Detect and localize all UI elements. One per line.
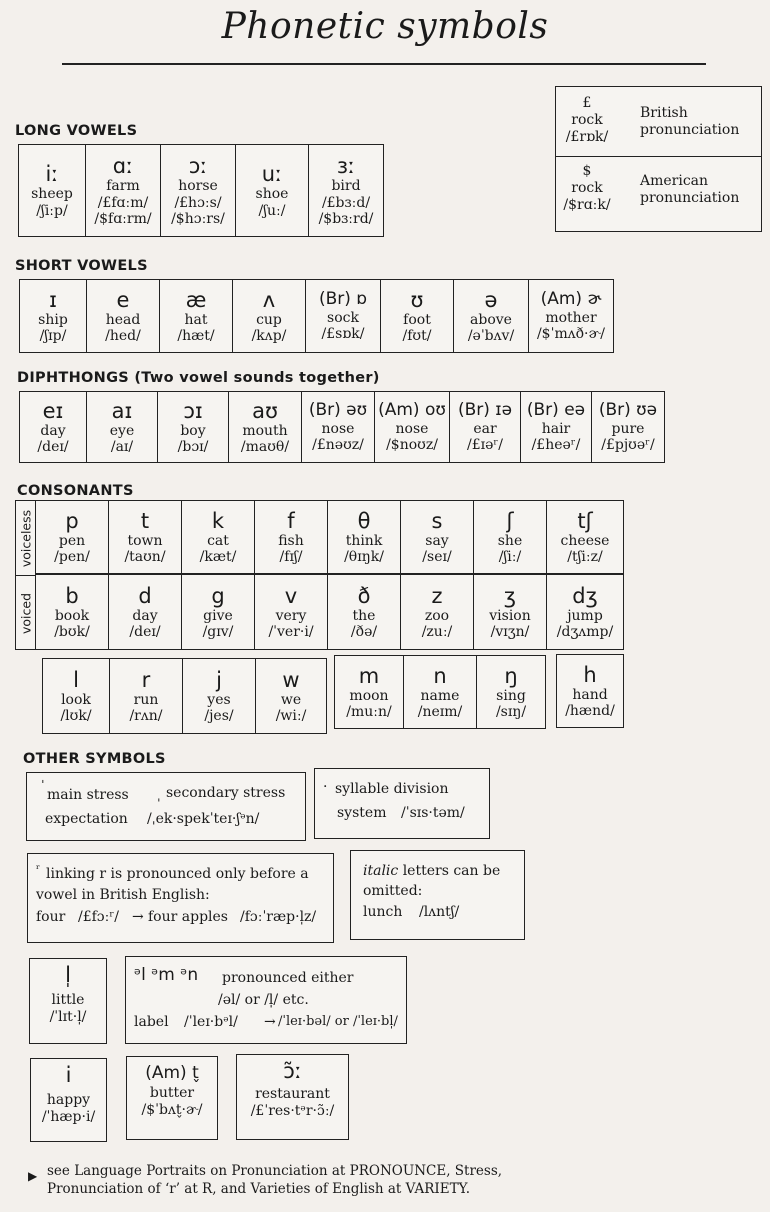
- phoneme-cell: [375, 392, 450, 462]
- example-ipa: /pen/: [54, 549, 90, 566]
- example-ipa: /$noʊz/: [386, 436, 438, 453]
- example-word: the: [352, 607, 376, 624]
- diphthongs-table: [19, 391, 665, 463]
- linking-r-text-2: vowel in British English:: [36, 887, 210, 903]
- example-word: shoe: [255, 186, 289, 203]
- example-ipa: /θɪŋk/: [344, 549, 384, 566]
- phoneme-cell: [229, 392, 302, 462]
- phoneme-cell: [87, 392, 158, 462]
- phoneme-symbol: dʒ: [572, 583, 598, 608]
- example-ipa: /fʊt/: [402, 328, 432, 345]
- example-word: she: [497, 532, 523, 549]
- example-word: eye: [109, 422, 135, 439]
- example-ipa: /lʊk/: [60, 708, 92, 725]
- phoneme-symbol: ɑː: [112, 154, 134, 179]
- phoneme-symbol: iː: [45, 162, 59, 187]
- phoneme-cell: [255, 501, 328, 573]
- syllabic-l-word: little: [51, 992, 85, 1009]
- example-word: cup: [256, 311, 282, 328]
- example-word: sheep: [31, 186, 73, 203]
- example-word: we: [280, 691, 302, 708]
- happy-word: happy: [46, 1092, 91, 1109]
- example-word: vision: [489, 607, 531, 624]
- example-ipa: /ʃiːp/: [36, 202, 68, 219]
- example-ipa: /fɪʃ/: [279, 549, 303, 566]
- italic-word: italic: [363, 863, 399, 879]
- happy-ipa: /ˈhæp·i/: [41, 1108, 96, 1125]
- italic-text-1: [363, 863, 500, 879]
- example-ipa: /$ˈmʌð·ɚ/: [536, 325, 606, 342]
- phoneme-cell: [20, 392, 87, 462]
- example-word: town: [127, 532, 163, 549]
- example-word: cheese: [560, 532, 610, 549]
- example-word: mother: [545, 309, 597, 326]
- italic-example-ipa: /lʌntʃ/: [419, 904, 460, 920]
- main-stress-label: main stress: [47, 787, 129, 803]
- phoneme-cell: [450, 392, 521, 462]
- linking-r-box: [27, 853, 334, 943]
- example-ipa: /ʃɪp/: [39, 328, 67, 345]
- legend-ipa: /£rɒk/: [565, 128, 609, 145]
- section-other-symbols: OTHER SYMBOLS: [23, 751, 166, 767]
- phoneme-cell: [474, 575, 547, 649]
- legend-american-example: [556, 163, 618, 213]
- restaurant-ipa: /£ˈres·tᵊr·ɔ̃ː/: [250, 1102, 335, 1119]
- syllable-example-word: system: [337, 805, 387, 821]
- phoneme-cell: [182, 501, 255, 573]
- example-ipa: /hæt/: [177, 328, 215, 345]
- phoneme-symbol: n: [433, 663, 447, 688]
- phoneme-symbol: ʌ: [262, 287, 276, 312]
- example-word: think: [345, 532, 383, 549]
- phoneme-cell: [236, 145, 309, 236]
- example-word: book: [54, 607, 90, 624]
- example-ipa: /£nəʊz/: [312, 436, 364, 453]
- phoneme-symbol: (Br) ɒ: [318, 289, 368, 310]
- example-word: look: [61, 691, 91, 708]
- phoneme-symbol: (Br) ʊə: [598, 400, 658, 421]
- restaurant-box: [236, 1054, 349, 1140]
- phoneme-cell: [401, 575, 474, 649]
- phoneme-symbol: aɪ: [111, 398, 133, 423]
- phoneme-cell: [302, 392, 375, 462]
- section-consonants: CONSONANTS: [17, 483, 134, 499]
- italic-text-rest: letters can be: [398, 863, 501, 879]
- example-ipa: /bʊk/: [54, 624, 90, 641]
- phoneme-cell: [255, 575, 328, 649]
- phoneme-cell: [182, 575, 255, 649]
- phoneme-symbol: ʊ: [410, 287, 424, 312]
- phoneme-cell: [161, 145, 236, 236]
- footer-line-1: see Language Portraits on Pronunciation at PRONOUNCE, Stress,: [47, 1163, 503, 1179]
- example-word: ear: [473, 420, 497, 437]
- example-ipa: /vɪʒn/: [490, 624, 530, 641]
- example-word: fish: [278, 532, 304, 549]
- phoneme-symbol: ð: [357, 583, 371, 608]
- example-word: give: [203, 607, 233, 624]
- arrow-right-icon: ▶: [28, 1169, 38, 1183]
- h-table: [556, 654, 624, 728]
- example-word: pen: [58, 532, 86, 549]
- example-word: zoo: [424, 607, 450, 624]
- restaurant-symbol: ɔ̃ː: [283, 1059, 302, 1083]
- phoneme-symbol: (Am) oʊ: [378, 400, 446, 421]
- phoneme-cell: [36, 501, 109, 573]
- example-word: nose: [321, 420, 355, 437]
- phoneme-symbol: w: [282, 667, 300, 692]
- phoneme-cell: [474, 501, 547, 573]
- title-rule: [62, 63, 706, 65]
- phoneme-symbol: θ: [357, 508, 371, 533]
- phoneme-symbol: m: [358, 663, 380, 688]
- linking-r-example-ipa: /£fɔːʳ/: [78, 909, 119, 925]
- phoneme-symbol: l: [73, 667, 79, 692]
- nasals-table: [334, 655, 546, 729]
- example-word: nose: [395, 420, 429, 437]
- italic-text-2: omitted:: [363, 883, 423, 899]
- phoneme-cell: [158, 392, 229, 462]
- phoneme-symbol: j: [216, 667, 222, 692]
- phoneme-symbol: eɪ: [42, 398, 64, 423]
- phoneme-symbol: (Am) ɚ: [540, 289, 602, 310]
- example-word: sock: [327, 309, 359, 326]
- phoneme-symbol: (Br) eə: [526, 400, 586, 421]
- phoneme-cell: [110, 659, 183, 733]
- phoneme-symbol: (Br) əʊ: [308, 400, 368, 421]
- legend-american-desc: American pronunciation: [640, 173, 740, 206]
- legend-symbol: $: [582, 163, 592, 179]
- phoneme-symbol: ɪ: [49, 287, 57, 312]
- example-ipa: /seɪ/: [422, 549, 452, 566]
- phoneme-symbol: b: [65, 583, 79, 608]
- example-ipa: /ʃuː/: [258, 202, 286, 219]
- phoneme-cell: [477, 656, 545, 728]
- phoneme-symbol: p: [65, 508, 79, 533]
- example-ipa: /gɪv/: [202, 624, 234, 641]
- phoneme-cell: [404, 656, 477, 728]
- section-diphthongs: DIPHTHONGS (Two vowel sounds together): [17, 370, 380, 386]
- italic-example-word: lunch: [363, 904, 403, 920]
- example-word: foot: [403, 311, 431, 328]
- syllable-example-ipa: /ˈsɪs·təm/: [401, 805, 465, 821]
- phoneme-cell: [36, 575, 109, 649]
- phoneme-symbol: aʊ: [252, 398, 278, 423]
- footer-line-2: Pronunciation of ‘r’ at R, and Varieties of English at VARIETY.: [47, 1181, 471, 1197]
- linking-r-example-phrase: four apples: [148, 909, 228, 925]
- phoneme-cell: [521, 392, 592, 462]
- example-ipa: /£pjʊəʳ/: [601, 436, 655, 453]
- example-ipa: /muːn/: [346, 704, 392, 721]
- example-word: hair: [541, 420, 571, 437]
- example-ipa: /£fɑːm/ /$fɑːrm/: [94, 194, 152, 227]
- legend-word: rock: [571, 179, 603, 196]
- linking-r-example-word: four: [36, 909, 66, 925]
- example-word: hat: [184, 311, 208, 328]
- example-ipa: /kʌp/: [251, 328, 287, 345]
- phoneme-cell: [86, 145, 161, 236]
- phoneme-cell: [43, 659, 110, 733]
- phoneme-symbol: ə: [484, 287, 498, 312]
- phoneme-symbol: h: [583, 662, 597, 687]
- legend-divider: [556, 156, 761, 157]
- example-ipa: /sɪŋ/: [495, 704, 527, 721]
- example-word: head: [105, 311, 141, 328]
- phoneme-cell: [306, 280, 381, 352]
- linking-r-text-1: linking r is pronounced only before a: [46, 866, 309, 882]
- example-ipa: /wiː/: [275, 708, 307, 725]
- voice-label-column: [15, 500, 37, 650]
- example-word: jump: [567, 607, 603, 624]
- example-ipa: /əˈbʌv/: [467, 328, 515, 345]
- phoneme-symbol: t: [140, 508, 150, 533]
- example-word: hand: [572, 686, 608, 703]
- main-stress-mark: ˈ: [41, 779, 45, 794]
- secondary-stress-label: secondary stress: [166, 785, 286, 801]
- phoneme-cell: [401, 501, 474, 573]
- phoneme-cell: [592, 392, 664, 462]
- section-short-vowels: SHORT VOWELS: [15, 258, 148, 274]
- linking-r-example-phrase-ipa: /fɔːˈræp·l̩z/: [240, 909, 317, 925]
- legend-british-desc: British pronunciation: [640, 105, 740, 138]
- voiceless-consonants-table: [35, 500, 624, 574]
- phoneme-cell: [454, 280, 529, 352]
- example-ipa: /rʌn/: [129, 708, 163, 725]
- syllable-label: syllable division: [335, 781, 449, 797]
- schwa-example-ipa-1: /ˈleɪ·bᵊl/: [184, 1014, 238, 1030]
- arrow-icon: →: [132, 909, 144, 925]
- syllabic-l-ipa: /ˈlɪt·l̩/: [49, 1008, 87, 1025]
- secondary-stress-mark: ˌ: [157, 789, 161, 804]
- butter-word: butter: [149, 1085, 195, 1102]
- phoneme-symbol: f: [287, 508, 295, 533]
- example-word: horse: [178, 178, 218, 195]
- example-word: ship: [38, 311, 68, 328]
- phoneme-symbol: ŋ: [504, 663, 518, 688]
- schwa-text-1: pronounced either: [222, 970, 354, 986]
- example-ipa: /ˈver·i/: [268, 624, 314, 641]
- example-ipa: /hænd/: [565, 703, 615, 720]
- syllabic-l-symbol: l̩: [65, 963, 71, 987]
- phoneme-cell: [529, 280, 613, 352]
- schwa-example-ipa-2: /ˈleɪ·bəl/ or /ˈleɪ·bl̩/: [278, 1014, 398, 1029]
- phoneme-symbol: v: [284, 583, 298, 608]
- stress-example-ipa: /ˌek·spekˈteɪ·ʃᵊn/: [147, 811, 260, 827]
- phoneme-symbol: uː: [261, 162, 283, 187]
- page-title: Phonetic symbols: [221, 6, 549, 47]
- voiceless-label: voiceless: [18, 509, 34, 568]
- stress-box: [26, 772, 306, 841]
- long-vowels-table: [18, 144, 384, 237]
- example-ipa: /aɪ/: [110, 439, 134, 456]
- phoneme-cell: [20, 280, 87, 352]
- phoneme-cell: [256, 659, 326, 733]
- example-ipa: /£sɒk/: [321, 325, 365, 342]
- example-ipa: /taʊn/: [124, 549, 166, 566]
- example-word: run: [133, 691, 159, 708]
- example-word: name: [420, 687, 460, 704]
- example-word: pure: [611, 420, 645, 437]
- happy-symbol: i: [65, 1063, 72, 1087]
- schwa-box: [125, 956, 407, 1044]
- legend-british-example: [556, 95, 618, 145]
- example-word: yes: [207, 691, 231, 708]
- example-word: day: [132, 607, 158, 624]
- phoneme-symbol: ɜː: [336, 154, 356, 179]
- arrow-icon: →: [264, 1014, 276, 1030]
- example-word: above: [470, 311, 512, 328]
- stress-example-word: expectation: [45, 811, 128, 827]
- phoneme-cell: [381, 280, 454, 352]
- example-word: day: [40, 422, 66, 439]
- happy-box: [30, 1058, 107, 1142]
- example-word: farm: [106, 178, 140, 195]
- example-ipa: /£ɪəʳ/: [467, 436, 503, 453]
- phoneme-cell: [557, 655, 623, 727]
- phoneme-cell: [19, 145, 86, 236]
- phoneme-cell: [233, 280, 306, 352]
- syllabic-l-box: [29, 958, 107, 1044]
- phoneme-symbol: s: [431, 508, 443, 533]
- approximants-table: [42, 658, 327, 734]
- example-word: say: [425, 532, 449, 549]
- example-ipa: /dʒʌmp/: [556, 624, 614, 641]
- phoneme-cell: [309, 145, 383, 236]
- butter-ipa: /$ˈbʌt̬·ɚ/: [141, 1102, 203, 1119]
- schwa-text-2: /əl/ or /l̩/ etc.: [218, 992, 309, 1008]
- legend-symbol: £: [582, 95, 592, 111]
- example-ipa: /deɪ/: [37, 439, 69, 456]
- example-ipa: /tʃiːz/: [567, 549, 603, 566]
- linking-r-mark: ʳ: [36, 862, 41, 876]
- example-ipa: /£hɔːs/ /$hɔːrs/: [171, 194, 225, 227]
- example-word: moon: [349, 687, 389, 704]
- phoneme-symbol: e: [116, 287, 130, 312]
- example-word: bird: [331, 178, 361, 195]
- phoneme-symbol: z: [431, 583, 443, 608]
- phoneme-cell: [328, 575, 401, 649]
- phoneme-symbol: ɔː: [188, 154, 208, 179]
- example-ipa: /kæt/: [199, 549, 237, 566]
- phoneme-symbol: ʒ: [503, 583, 517, 608]
- example-ipa: /£heəʳ/: [531, 436, 581, 453]
- phoneme-symbol: ɔɪ: [183, 398, 203, 423]
- voiced-label-cell: [16, 576, 36, 650]
- voiceless-label-cell: [16, 501, 36, 576]
- voiced-consonants-table: [35, 574, 624, 650]
- phoneme-symbol: æ: [185, 287, 207, 312]
- phoneme-symbol: r: [141, 667, 151, 692]
- example-ipa: /maʊθ/: [240, 439, 290, 456]
- example-ipa: /hed/: [105, 328, 141, 345]
- example-ipa: /deɪ/: [129, 624, 161, 641]
- phoneme-symbol: d: [138, 583, 152, 608]
- phoneme-cell: [109, 501, 182, 573]
- example-word: cat: [207, 532, 229, 549]
- section-long-vowels: LONG VOWELS: [15, 123, 138, 139]
- example-word: sing: [496, 687, 526, 704]
- example-ipa: /neɪm/: [417, 704, 463, 721]
- phoneme-cell: [160, 280, 233, 352]
- restaurant-word: restaurant: [255, 1086, 330, 1103]
- short-vowels-table: [19, 279, 614, 353]
- phoneme-symbol: tʃ: [577, 508, 593, 533]
- schwa-example-word: label: [134, 1014, 169, 1030]
- example-ipa: /zuː/: [421, 624, 453, 641]
- example-ipa: /£bɜːd/ /$bɜːrd/: [318, 194, 374, 227]
- example-ipa: /jes/: [204, 708, 234, 725]
- phoneme-symbol: ʃ: [506, 508, 514, 533]
- phoneme-cell: [335, 656, 404, 728]
- phoneme-cell: [87, 280, 160, 352]
- legend-ipa: /$rɑːk/: [563, 196, 611, 213]
- example-word: boy: [180, 422, 206, 439]
- voiced-label: voiced: [18, 592, 34, 634]
- butter-symbol: (Am) t̬: [145, 1063, 199, 1083]
- legend-word: rock: [571, 111, 603, 128]
- phoneme-cell: [109, 575, 182, 649]
- italic-box: [350, 850, 525, 940]
- butter-box: [126, 1056, 218, 1140]
- phoneme-cell: [547, 501, 623, 573]
- example-word: very: [275, 607, 307, 624]
- syllable-box: [314, 768, 490, 839]
- phoneme-symbol: k: [211, 508, 225, 533]
- phoneme-cell: [328, 501, 401, 573]
- phoneme-cell: [183, 659, 256, 733]
- phoneme-symbol: (Br) ɪə: [457, 400, 513, 421]
- example-ipa: /ʃiː/: [498, 549, 522, 566]
- schwa-symbols: ᵊl ᵊm ᵊn: [134, 965, 199, 985]
- phoneme-symbol: g: [211, 583, 225, 608]
- example-ipa: /bɔɪ/: [177, 439, 209, 456]
- syllable-mark: ·: [323, 779, 328, 795]
- example-ipa: /ðə/: [350, 624, 378, 641]
- phoneme-cell: [547, 575, 623, 649]
- legend-box: [555, 86, 762, 232]
- example-word: mouth: [242, 422, 288, 439]
